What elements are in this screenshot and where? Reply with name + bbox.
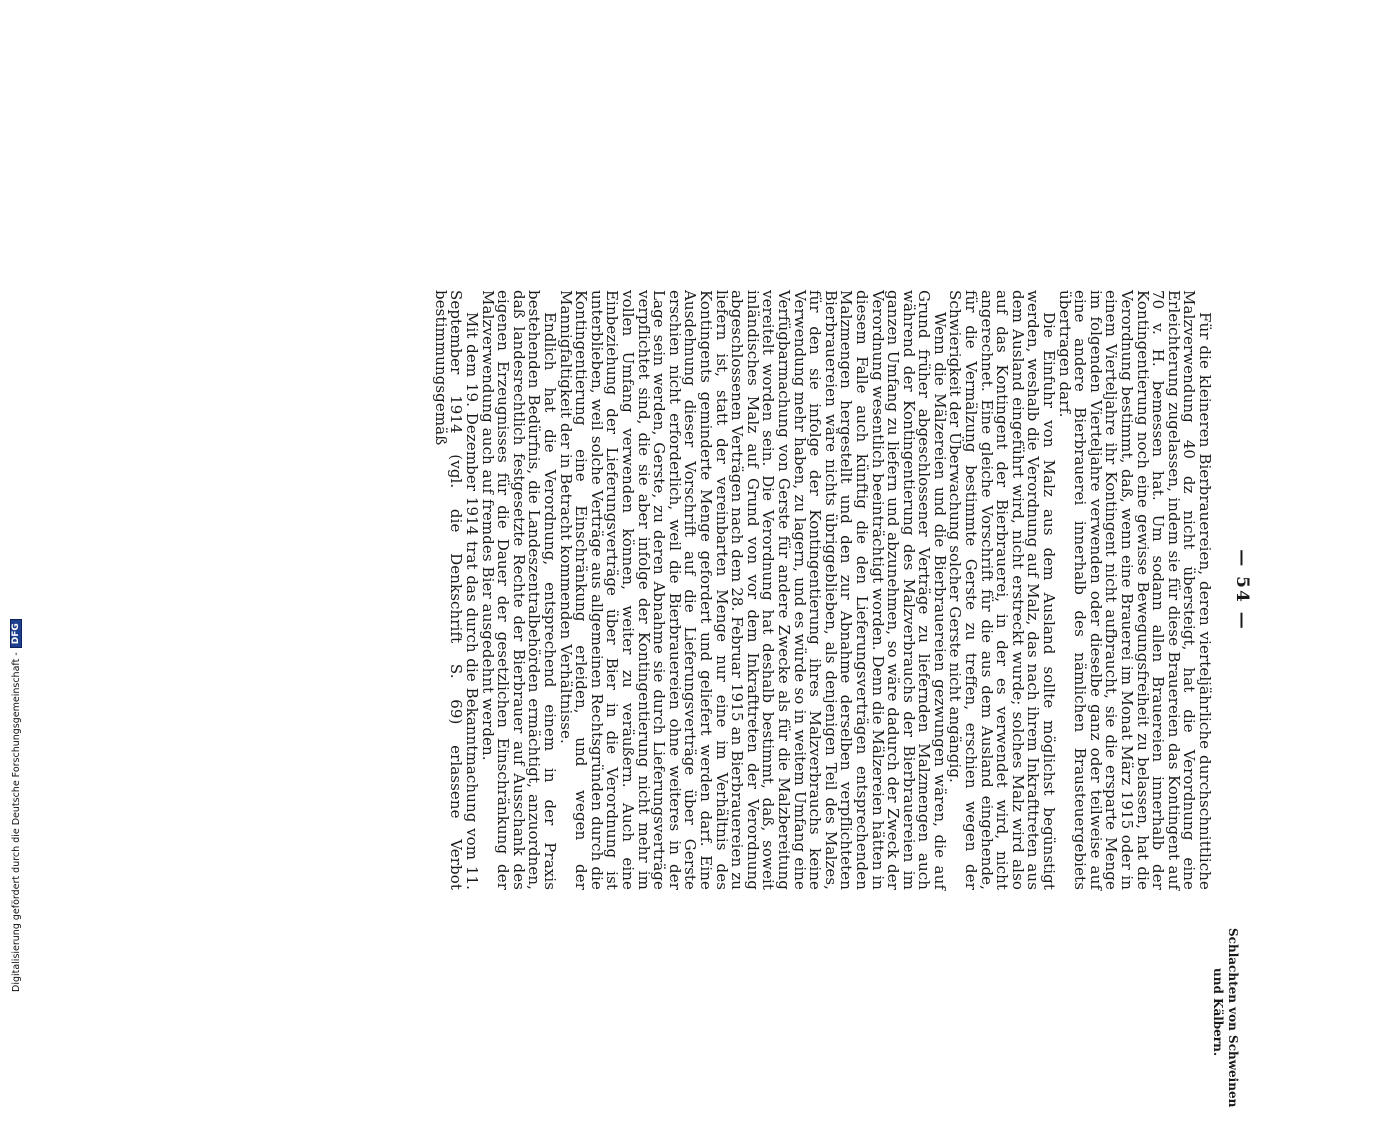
- margin-note-line-2: und Kälbern.: [1211, 968, 1225, 1057]
- margin-note-line-1: Schlachten von Schweinen: [1226, 928, 1240, 1108]
- page-number: — 54 —: [1232, 549, 1252, 631]
- body-text: [432, 290, 1212, 890]
- paragraph-1: Für die kleineren Bierbrauereien, deren vierteljährliche durchschnittliche Malzverwendung 40 dz nicht übersteigt, hat die Verordnung eine Erleichterung zugelassen, indem sie für diese Brauereien das Kontingent auf 70 v. H. bemessen hat. Um sodann allen Brauereien innerhalb der Kontingentierung noch eine gewisse Bewegungsfreiheit zu belassen, hat die Verordnung bestimmt, daß, wenn eine Brauerei im Monat März 1915 oder in einem Vierteljahre ihr Kontingent nicht aufbraucht, sie die ersparte Menge im folgenden Vierteljahre verwenden oder dieselbe ganz oder teilweise auf eine andere Bierbrauerei innerhalb des nämlichen Brausteuergebiets übertragen darf.: [1055, 290, 1214, 890]
- digitization-credit: [10, 619, 22, 992]
- paragraph-2: Die Einfuhr von Malz aus dem Ausland sollte möglichst begünstigt werden, weshalb die Verordnung auf Malz, das nach ihrem Inkrafttreten aus dem Ausland eingeführt wird, nicht erstreckt wurde; solches Malz wird also auf das Kontingent der Bierbrauerei, in der es verwendet wird, nicht angerechnet. Eine gleiche Vorschrift für die aus dem Ausland eingehende, für die Vermälzung bestimmte Gerste zu treffen, erschien wegen der Schwierigkeit der Überwachung solcher Gerste nicht angängig.: [946, 290, 1059, 890]
- margin-note: [1210, 928, 1240, 1128]
- paragraph-4: Endlich hat die Verordnung, entsprechend einem in der Praxis bestehenden Bedürfnis, die Landeszentralbehörden ermächtigt, anzuordnen, daß landesrechtlich festgesetzte Rechte der Bierbrauer auf Ausschank des eigenen Erzeugnisses für die Dauer der gesetzlichen Einschränkung der Malzverwendung auch auf fremdes Bier ausgedehnt werden.: [478, 290, 560, 890]
- paragraph-5: Mit dem 19. Dezember 1914 trat das durch die Bekanntmachung vom 11. September 1914 (vgl. die Denkschrift S. 69) erlassene Verbot bestimmungsgemäß: [431, 290, 482, 890]
- paragraph-3: Wenn die Mälzereien und die Bierbrauereien gezwungen wären, die auf Grund früher abgeschlossener Verträge zu liefernden Malzmengen auch während der Kontingentierung des Malzverbrauchs der Bierbrauereien im ganzen Umfang zu liefern und abzunehmen, so wäre dadurch der Zweck der Verordnung wesentlich beeinträchtigt worden. Denn die Mälzereien hätten in diesem Falle auch künftig die den Lieferungsverträgen entsprechenden Malzmengen hergestellt und den zur Abnahme derselben verpflichteten Bierbrauereien wäre nichts übriggeblieben, als denjenigen Teil des Malzes, für den sie infolge der Kontingentierung ihres Malzverbrauchs keine Verwendung mehr haben, zu lagern, und es würde so in weitem Umfang eine Verfügbarmachung von Gerste für andere Zwecke als für die Malzbereitung vereitelt worden sein. Die Verordnung hat deshalb bestimmt, daß, soweit inländisches Malz auf Grund von vor dem Inkrafttreten der Verordnung abgeschlossenen Verträgen nach dem 28. Februar 1915 an Bierbrauereien zu liefern ist, statt der vereinbarten Menge nur eine im Verhältnis des Kontingents geminderte Menge gefordert und geliefert werden darf. Eine Ausdehnung dieser Vorschrift auf die Lieferungsverträge über Gerste erschien nicht erforderlich, weil die Bierbrauereien ohne weiteres in der Lage sein werden, Gerste, zu deren Abnahme sie durch Lieferungsverträge verpflichtet sind, die sie aber infolge der Kontingentierung nicht mehr im vollen Umfang verwenden können, weiter zu veräußern. Auch eine Einbeziehung der Lieferungsverträge über Bier in die Verordnung ist unterblieben, weil solche Verträge aus allgemeinen Rechtsgründen durch die Kontingentierung eine Einschränkung erleiden, und wegen der Mannigfaltigkeit der in Betracht kommenden Verhältnisse.: [556, 290, 949, 890]
- rotated-document-page: [230, 270, 1252, 1108]
- dfg-logo-icon: DFG: [10, 619, 22, 648]
- credit-text: Digitalisierung gefördert durch die Deutsche Forschungsgemeinschaft -: [10, 652, 22, 992]
